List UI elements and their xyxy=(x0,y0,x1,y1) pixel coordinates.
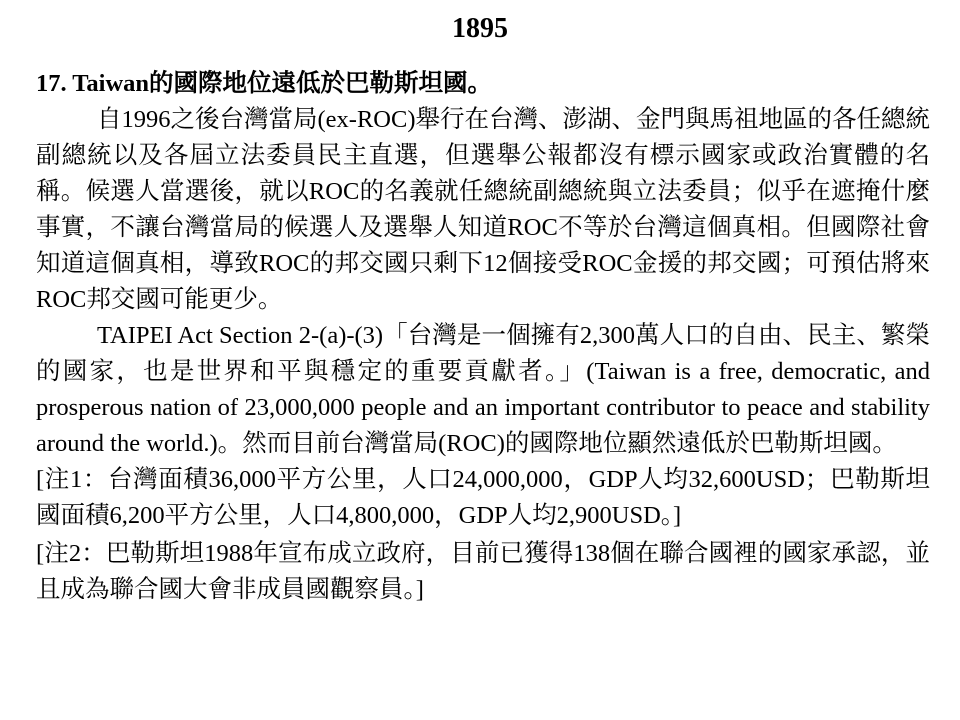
body-paragraph: 自1996之後台灣當局(ex-ROC)舉行在台灣、澎湖、金門與馬祖地區的各任總統副總統以及各屆立法委員民主直選，但選舉公報都沒有標示國家或政治實體的名稱。候選人當選後，就以ROC的名義就任總統副總統與立法委員；似乎在遮掩什麼事實，不讓台灣當局的候選人及選舉人知道ROC不等於台灣這個真相。但國際社會知道這個真相，導致ROC的邦交國只剩下12個接受ROC金援的邦交國；可預估將來ROC邦交國可能更少。 xyxy=(36,106,930,313)
footnote: [注2：巴勒斯坦1988年宣布成立政府，目前已獲得138個在聯合國裡的國家承認，並且成為聯合國大會非成員國觀察員。] xyxy=(36,540,930,603)
section-heading: 17. Taiwan的國際地位遠低於巴勒斯坦國。 xyxy=(36,70,493,97)
page-title: 1895 xyxy=(452,13,508,44)
document-body xyxy=(36,66,930,608)
footnote: [注1：台灣面積36,000平方公里，人口24,000,000，GDP人均32,600USD；巴勒斯坦國面積6,200平方公里，人口4,800,000，GDP人均2,900USD。] xyxy=(36,466,930,529)
body-paragraph: TAIPEI Act Section 2-(a)-(3)「台灣是一個擁有2,300萬人口的自由、民主、繁榮的國家，也是世界和平與穩定的重要貢獻者。」(Taiwan is a free, democratic, and prosperous nation of 23,000,000 people and an important contributor to peace and stability around the world.)。然而目前台灣當局(ROC)的國際地位顯然遠低於巴勒斯坦國。 xyxy=(36,322,930,457)
